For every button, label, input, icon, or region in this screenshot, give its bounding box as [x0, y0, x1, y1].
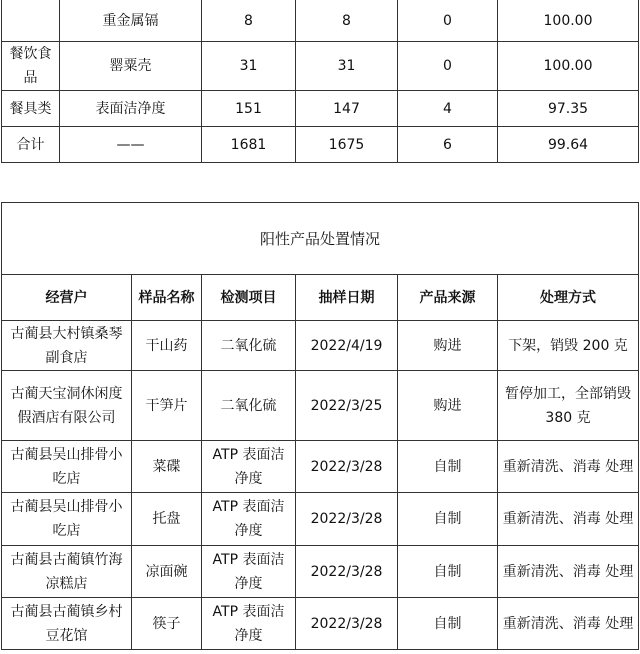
date-cell: 2022/3/28	[296, 493, 398, 546]
failed-cell: 0	[398, 42, 498, 91]
sample-cell: 菜碟	[132, 441, 202, 493]
passed-cell: 147	[296, 91, 398, 127]
action-cell: 重新清洗、消毒 处理	[498, 493, 639, 546]
header-action: 处理方式	[498, 275, 639, 321]
vendor-cell: 古蔺县大村镇桑琴副食店	[2, 321, 132, 371]
header-vendor: 经营户	[2, 275, 132, 321]
failed-cell: 6	[398, 127, 498, 163]
item-cell: ——	[60, 127, 202, 163]
item-cell: 表面洁净度	[60, 91, 202, 127]
header-sample: 样品名称	[132, 275, 202, 321]
header-test: 检测项目	[202, 275, 296, 321]
vendor-cell: 古蔺天宝洞休闲度假酒店有限公司	[2, 371, 132, 441]
table-row	[2, 321, 639, 371]
sampled-cell: 8	[202, 0, 296, 42]
test-cell: ATP 表面洁净度	[202, 546, 296, 598]
vendor-cell: 古蔺县古蔺镇竹海凉糕店	[2, 546, 132, 598]
test-cell: ATP 表面洁净度	[202, 598, 296, 650]
source-cell: 购进	[398, 371, 498, 441]
passed-cell: 31	[296, 42, 398, 91]
sample-cell: 干山药	[132, 321, 202, 371]
rate-cell: 99.64	[498, 127, 639, 163]
source-cell: 自制	[398, 546, 498, 598]
rate-cell: 97.35	[498, 91, 639, 127]
source-cell: 自制	[398, 493, 498, 546]
category-cell	[2, 0, 60, 42]
table-row	[2, 441, 639, 493]
sample-cell: 凉面碗	[132, 546, 202, 598]
table-row	[2, 371, 639, 441]
action-cell: 暂停加工，全部销毁 380 克	[498, 371, 639, 441]
date-cell: 2022/3/28	[296, 598, 398, 650]
date-cell: 2022/3/28	[296, 546, 398, 598]
action-cell: 重新清洗、消毒 处理	[498, 546, 639, 598]
table-row	[2, 0, 639, 42]
vendor-cell: 古蔺县吴山排骨小吃店	[2, 493, 132, 546]
source-cell: 自制	[398, 441, 498, 493]
failed-cell: 0	[398, 0, 498, 42]
table-row	[2, 598, 639, 650]
source-cell: 自制	[398, 598, 498, 650]
table-row	[2, 91, 639, 127]
passed-cell: 1675	[296, 127, 398, 163]
rate-cell: 100.00	[498, 0, 639, 42]
table-title-row	[2, 203, 639, 275]
action-cell: 重新清洗、消毒 处理	[498, 598, 639, 650]
action-cell: 重新清洗、消毒 处理	[498, 441, 639, 493]
test-cell: ATP 表面洁净度	[202, 493, 296, 546]
table-title: 阳性产品处置情况	[2, 203, 639, 275]
category-cell: 餐具类	[2, 91, 60, 127]
table-row	[2, 493, 639, 546]
date-cell: 2022/3/28	[296, 441, 398, 493]
table-row	[2, 546, 639, 598]
vendor-cell: 古蔺县吴山排骨小吃店	[2, 441, 132, 493]
source-cell: 购进	[398, 321, 498, 371]
sample-cell: 筷子	[132, 598, 202, 650]
sampled-cell: 31	[202, 42, 296, 91]
table-row	[2, 127, 639, 163]
category-cell: 餐饮食品	[2, 42, 60, 91]
header-date: 抽样日期	[296, 275, 398, 321]
test-cell: ATP 表面洁净度	[202, 441, 296, 493]
action-cell: 下架，销毁 200 克	[498, 321, 639, 371]
item-cell: 重金属镉	[60, 0, 202, 42]
header-source: 产品来源	[398, 275, 498, 321]
sample-cell: 干笋片	[132, 371, 202, 441]
summary-table	[1, 0, 639, 163]
failed-cell: 4	[398, 91, 498, 127]
item-cell: 罂粟壳	[60, 42, 202, 91]
test-cell: 二氧化硫	[202, 371, 296, 441]
sampled-cell: 151	[202, 91, 296, 127]
sample-cell: 托盘	[132, 493, 202, 546]
vendor-cell: 古蔺县古蔺镇乡村豆花馆	[2, 598, 132, 650]
test-cell: 二氧化硫	[202, 321, 296, 371]
sampled-cell: 1681	[202, 127, 296, 163]
date-cell: 2022/4/19	[296, 321, 398, 371]
rate-cell: 100.00	[498, 42, 639, 91]
category-cell: 合计	[2, 127, 60, 163]
disposal-table	[1, 202, 639, 650]
header-row	[2, 275, 639, 321]
table-row	[2, 42, 639, 91]
passed-cell: 8	[296, 0, 398, 42]
date-cell: 2022/3/25	[296, 371, 398, 441]
